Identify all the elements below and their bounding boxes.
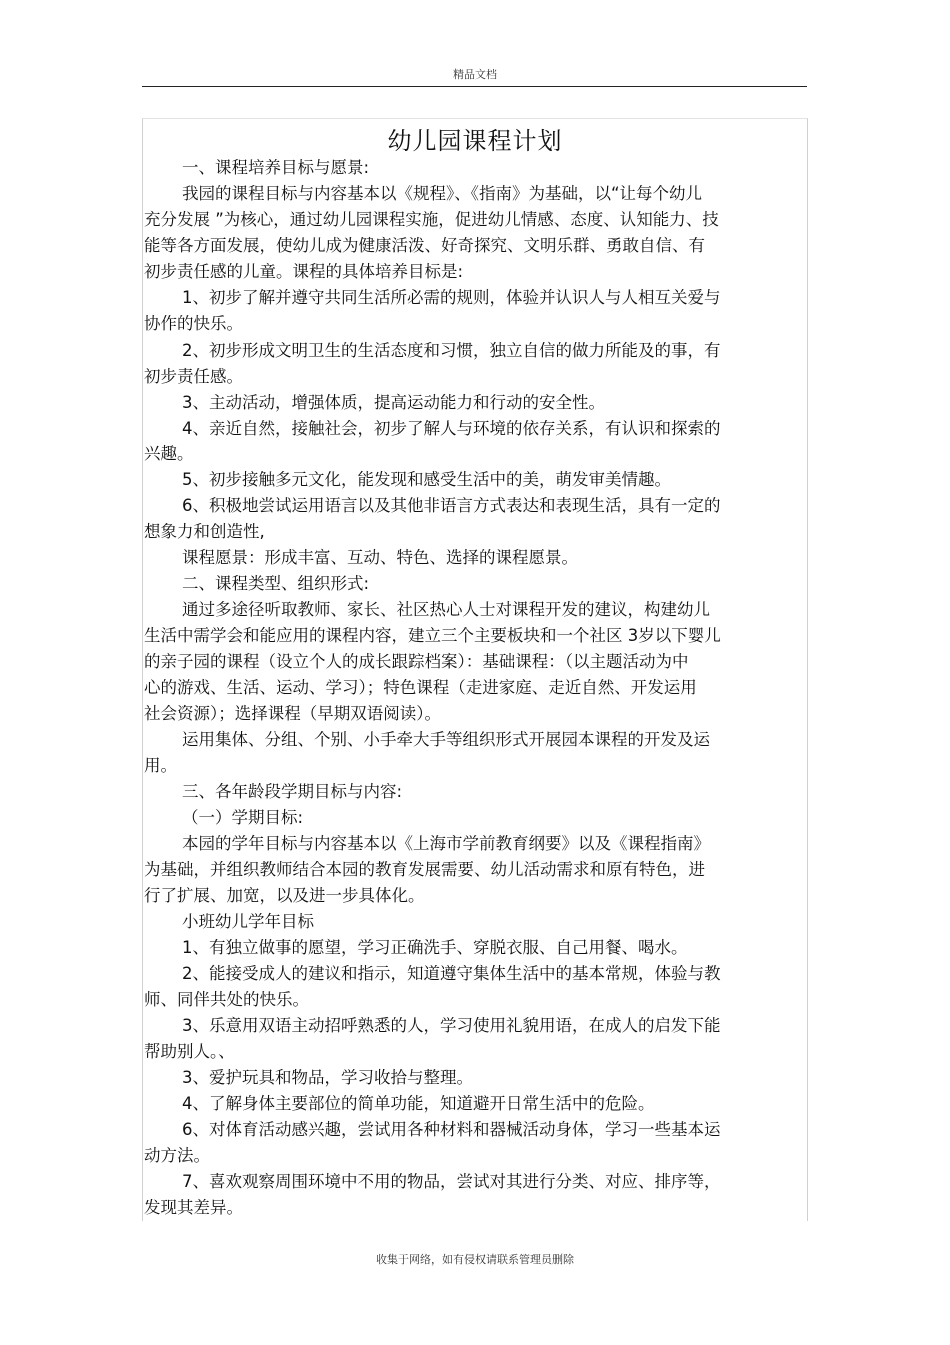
list-item-line: 兴趣。	[144, 444, 194, 463]
list-item-line: 3、乐意用双语主动招呼熟悉的人，学习使用礼貌用语，在成人的启发下能	[182, 1016, 721, 1035]
list-item-line: 师、同伴共处的快乐。	[144, 990, 309, 1009]
list-item-line: 4、了解身体主要部位的简单功能，知道避开日常生活中的危险。	[182, 1094, 655, 1113]
list-item-line: 2、初步形成文明卫生的生活态度和习惯，独立自信的做力所能及的事，有	[182, 341, 721, 360]
list-item-line: 5、初步接触多元文化，能发现和感受生活中的美，萌发审美情趣。	[182, 470, 671, 489]
section-heading: 三、各年龄段学期目标与内容:	[182, 782, 403, 801]
list-item-line: 7、喜欢观察周围环境中不用的物品，尝试对其进行分类、对应、排序等，	[182, 1172, 721, 1191]
list-item-line: 1、初步了解并遵守共同生活所必需的规则，体验并认识人与人相互关爱与	[182, 288, 721, 307]
page-header-label: 精品文档	[453, 68, 497, 81]
paragraph-line: 充分发展 ”为核心，通过幼儿园课程实施，促进幼儿情感、态度、认知能力、技	[144, 210, 719, 229]
list-item-line: 2、能接受成人的建议和指示，知道遵守集体生活中的基本常规，体验与教	[182, 964, 721, 983]
list-item-line: 3、爱护玩具和物品，学习收拾与整理。	[182, 1068, 473, 1087]
paragraph-line: 的亲子园的课程（设立个人的成长跟踪档案）：基础课程：（以主题活动为中	[144, 652, 689, 671]
paragraph-line: 生活中需学会和能应用的课程内容，建立三个主要板块和一个社区 3岁以下婴儿	[144, 626, 721, 645]
list-item-line: 初步责任感。	[144, 367, 243, 386]
paragraph-line: 行了扩展、加宽，以及进一步具体化。	[144, 886, 425, 905]
paragraph-line: 用。	[144, 756, 177, 775]
section-heading: 二、课程类型、组织形式:	[182, 574, 370, 593]
list-item-line: 1、有独立做事的愿望，学习正确洗手、穿脱衣服、自己用餐、喝水。	[182, 938, 688, 957]
paragraph-line: 能等各方面发展，使幼儿成为健康活泼、好奇探究、文明乐群、勇敢自信、有	[144, 236, 705, 255]
list-item-line: 4、亲近自然，接触社会，初步了解人与环境的依存关系，有认识和探索的	[182, 419, 721, 438]
subsection-heading: 小班幼儿学年目标	[182, 912, 314, 931]
list-item-line: 想象力和创造性,	[144, 522, 265, 541]
section-heading: 一、课程培养目标与愿景:	[182, 158, 370, 177]
paragraph-line: 为基础，并组织教师结合本园的教育发展需要、幼儿活动需求和原有特色，进	[144, 860, 705, 879]
header-divider	[142, 86, 807, 87]
list-item-line: 发现其差异。	[144, 1198, 243, 1217]
paragraph-line: 初步责任感的儿童。课程的具体培养目标是:	[144, 262, 464, 281]
paragraph-line: 运用集体、分组、个别、小手牵大手等组织形式开展园本课程的开发及运	[182, 730, 710, 749]
paragraph-line: 我园的课程目标与内容基本以《规程》、《指南》为基础，以“让每个幼儿	[182, 184, 703, 203]
paragraph-line: 通过多途径听取教师、家长、社区热心人士对课程开发的建议，构建幼儿	[182, 600, 710, 619]
page-footer-label: 收集于网络，如有侵权请联系管理员删除	[376, 1253, 574, 1266]
paragraph-line: 社会资源）；选择课程（早期双语阅读）。	[144, 704, 441, 723]
list-item-line: 帮助别人。、	[144, 1042, 235, 1061]
list-item-line: 动方法。	[144, 1146, 210, 1165]
list-item-line: 6、积极地尝试运用语言以及其他非语言方式表达和表现生活，具有一定的	[182, 496, 721, 515]
paragraph-line: 本园的学年目标与内容基本以《上海市学前教育纲要》以及《课程指南》	[182, 834, 710, 853]
list-item-line: 3、主动活动，增强体质，提高运动能力和行动的安全性。	[182, 393, 605, 412]
list-item-line: 协作的快乐。	[144, 314, 243, 333]
document-title: 幼儿园课程计划	[387, 127, 563, 155]
paragraph-line: 课程愿景：形成丰富、互动、特色、选择的课程愿景。	[182, 548, 578, 567]
list-item-line: 6、对体育活动感兴趣，尝试用各种材料和器械活动身体，学习一些基本运	[182, 1120, 721, 1139]
subsection-heading: （一）学期目标:	[182, 808, 304, 827]
paragraph-line: 心的游戏、生活、运动、学习）；特色课程（走进家庭、走近自然、开发运用	[144, 678, 697, 697]
